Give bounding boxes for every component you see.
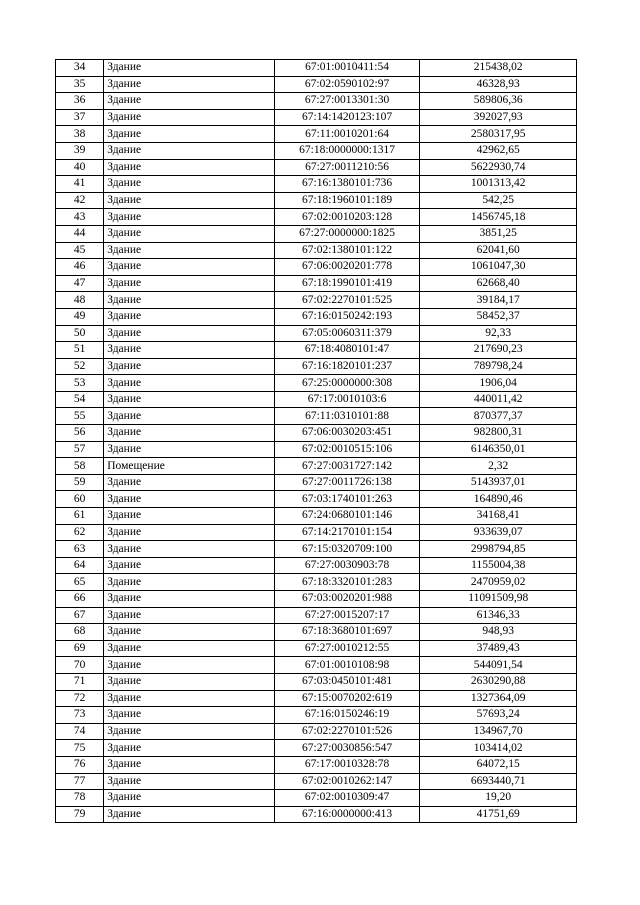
cadastral-value-cell: 789798,24 <box>420 358 577 375</box>
cadastral-number-cell: 67:18:3680101:697 <box>274 624 420 641</box>
row-number-cell: 77 <box>56 773 104 790</box>
cadastral-number-cell: 67:25:0000000:308 <box>274 375 420 392</box>
row-number-cell: 48 <box>56 292 104 309</box>
cadastral-value-cell: 3851,25 <box>420 225 577 242</box>
object-type-cell: Здание <box>104 591 274 608</box>
object-type-cell: Здание <box>104 142 274 159</box>
object-type-cell: Здание <box>104 673 274 690</box>
table-row <box>56 707 577 724</box>
cadastral-value-cell: 19,20 <box>420 790 577 807</box>
table-row <box>56 690 577 707</box>
row-number-cell: 40 <box>56 159 104 176</box>
row-number-cell: 45 <box>56 242 104 259</box>
cadastral-value-cell: 215438,02 <box>420 60 577 77</box>
row-number-cell: 58 <box>56 458 104 475</box>
cadastral-number-cell: 67:27:0031727:142 <box>274 458 420 475</box>
cadastral-value-cell: 64072,15 <box>420 756 577 773</box>
cadastral-number-cell: 67:14:1420123:107 <box>274 109 420 126</box>
cadastral-number-cell: 67:02:0010309:47 <box>274 790 420 807</box>
cadastral-number-cell: 67:27:0010212:55 <box>274 640 420 657</box>
row-number-cell: 60 <box>56 491 104 508</box>
cadastral-value-cell: 6693440,71 <box>420 773 577 790</box>
row-number-cell: 68 <box>56 624 104 641</box>
row-number-cell: 62 <box>56 524 104 541</box>
cadastral-number-cell: 67:18:1990101:419 <box>274 275 420 292</box>
cadastral-number-cell: 67:02:1380101:122 <box>274 242 420 259</box>
table-row <box>56 790 577 807</box>
cadastral-value-cell: 1327364,09 <box>420 690 577 707</box>
object-type-cell: Здание <box>104 441 274 458</box>
row-number-cell: 64 <box>56 557 104 574</box>
object-type-cell: Здание <box>104 425 274 442</box>
object-type-cell: Здание <box>104 242 274 259</box>
cadastral-value-cell: 39184,17 <box>420 292 577 309</box>
cadastral-number-cell: 67:02:0590102:97 <box>274 76 420 93</box>
property-table <box>55 59 577 823</box>
object-type-cell: Здание <box>104 657 274 674</box>
table-row <box>56 574 577 591</box>
cadastral-number-cell: 67:16:0000000:413 <box>274 806 420 823</box>
cadastral-number-cell: 67:02:0010262:147 <box>274 773 420 790</box>
cadastral-number-cell: 67:11:0010201:64 <box>274 126 420 143</box>
cadastral-value-cell: 34168,41 <box>420 508 577 525</box>
row-number-cell: 51 <box>56 342 104 359</box>
row-number-cell: 44 <box>56 225 104 242</box>
cadastral-number-cell: 67:24:0680101:146 <box>274 508 420 525</box>
cadastral-number-cell: 67:27:0030856:547 <box>274 740 420 757</box>
table-row <box>56 325 577 342</box>
cadastral-number-cell: 67:16:1820101:237 <box>274 358 420 375</box>
cadastral-number-cell: 67:03:1740101:263 <box>274 491 420 508</box>
cadastral-value-cell: 41751,69 <box>420 806 577 823</box>
cadastral-value-cell: 1456745,18 <box>420 209 577 226</box>
row-number-cell: 63 <box>56 541 104 558</box>
cadastral-value-cell: 42962,65 <box>420 142 577 159</box>
cadastral-value-cell: 392027,93 <box>420 109 577 126</box>
object-type-cell: Здание <box>104 93 274 110</box>
row-number-cell: 65 <box>56 574 104 591</box>
cadastral-number-cell: 67:06:0030203:451 <box>274 425 420 442</box>
cadastral-value-cell: 1155004,38 <box>420 557 577 574</box>
cadastral-value-cell: 2,32 <box>420 458 577 475</box>
row-number-cell: 35 <box>56 76 104 93</box>
object-type-cell: Помещение <box>104 458 274 475</box>
cadastral-value-cell: 217690,23 <box>420 342 577 359</box>
table-row <box>56 508 577 525</box>
object-type-cell: Здание <box>104 192 274 209</box>
cadastral-number-cell: 67:14:2170101:154 <box>274 524 420 541</box>
row-number-cell: 56 <box>56 425 104 442</box>
object-type-cell: Здание <box>104 109 274 126</box>
cadastral-value-cell: 92,33 <box>420 325 577 342</box>
cadastral-value-cell: 933639,07 <box>420 524 577 541</box>
cadastral-value-cell: 5622930,74 <box>420 159 577 176</box>
row-number-cell: 75 <box>56 740 104 757</box>
cadastral-value-cell: 2630290,88 <box>420 673 577 690</box>
object-type-cell: Здание <box>104 259 274 276</box>
table-row <box>56 458 577 475</box>
cadastral-value-cell: 542,25 <box>420 192 577 209</box>
table-row <box>56 591 577 608</box>
table-row <box>56 756 577 773</box>
cadastral-number-cell: 67:15:0320709:100 <box>274 541 420 558</box>
object-type-cell: Здание <box>104 624 274 641</box>
object-type-cell: Здание <box>104 325 274 342</box>
cadastral-value-cell: 11091509,98 <box>420 591 577 608</box>
object-type-cell: Здание <box>104 225 274 242</box>
cadastral-number-cell: 67:02:2270101:525 <box>274 292 420 309</box>
cadastral-value-cell: 6146350,01 <box>420 441 577 458</box>
cadastral-number-cell: 67:17:0010328:78 <box>274 756 420 773</box>
object-type-cell: Здание <box>104 541 274 558</box>
table-row <box>56 441 577 458</box>
row-number-cell: 52 <box>56 358 104 375</box>
cadastral-number-cell: 67:16:0150246:19 <box>274 707 420 724</box>
cadastral-number-cell: 67:27:0011210:56 <box>274 159 420 176</box>
cadastral-value-cell: 164890,46 <box>420 491 577 508</box>
cadastral-value-cell: 948,93 <box>420 624 577 641</box>
row-number-cell: 73 <box>56 707 104 724</box>
object-type-cell: Здание <box>104 690 274 707</box>
cadastral-value-cell: 544091,54 <box>420 657 577 674</box>
cadastral-number-cell: 67:02:0010515:106 <box>274 441 420 458</box>
object-type-cell: Здание <box>104 209 274 226</box>
row-number-cell: 38 <box>56 126 104 143</box>
row-number-cell: 54 <box>56 391 104 408</box>
cadastral-value-cell: 1001313,42 <box>420 176 577 193</box>
object-type-cell: Здание <box>104 640 274 657</box>
cadastral-number-cell: 67:06:0020201:778 <box>274 259 420 276</box>
table-row <box>56 474 577 491</box>
table-row <box>56 673 577 690</box>
object-type-cell: Здание <box>104 707 274 724</box>
cadastral-value-cell: 1906,04 <box>420 375 577 392</box>
row-number-cell: 78 <box>56 790 104 807</box>
object-type-cell: Здание <box>104 723 274 740</box>
cadastral-number-cell: 67:03:0020201:988 <box>274 591 420 608</box>
object-type-cell: Здание <box>104 159 274 176</box>
table-row <box>56 225 577 242</box>
row-number-cell: 41 <box>56 176 104 193</box>
row-number-cell: 70 <box>56 657 104 674</box>
table-body <box>56 60 577 823</box>
cadastral-number-cell: 67:16:1380101:736 <box>274 176 420 193</box>
row-number-cell: 47 <box>56 275 104 292</box>
cadastral-number-cell: 67:05:0060311:379 <box>274 325 420 342</box>
table-row <box>56 806 577 823</box>
table-row <box>56 391 577 408</box>
table-row <box>56 242 577 259</box>
table-row <box>56 358 577 375</box>
cadastral-value-cell: 46328,93 <box>420 76 577 93</box>
table-row <box>56 159 577 176</box>
cadastral-value-cell: 1061047,30 <box>420 259 577 276</box>
table-row <box>56 657 577 674</box>
table-row <box>56 142 577 159</box>
row-number-cell: 57 <box>56 441 104 458</box>
cadastral-value-cell: 870377,37 <box>420 408 577 425</box>
cadastral-value-cell: 61346,33 <box>420 607 577 624</box>
table-row <box>56 425 577 442</box>
table-row <box>56 93 577 110</box>
row-number-cell: 43 <box>56 209 104 226</box>
row-number-cell: 66 <box>56 591 104 608</box>
object-type-cell: Здание <box>104 773 274 790</box>
cadastral-value-cell: 62668,40 <box>420 275 577 292</box>
cadastral-number-cell: 67:02:2270101:526 <box>274 723 420 740</box>
cadastral-number-cell: 67:11:0310101:88 <box>274 408 420 425</box>
cadastral-value-cell: 440011,42 <box>420 391 577 408</box>
table-row <box>56 624 577 641</box>
table-row <box>56 292 577 309</box>
table-row <box>56 491 577 508</box>
row-number-cell: 59 <box>56 474 104 491</box>
object-type-cell: Здание <box>104 308 274 325</box>
row-number-cell: 71 <box>56 673 104 690</box>
row-number-cell: 61 <box>56 508 104 525</box>
table-row <box>56 524 577 541</box>
row-number-cell: 36 <box>56 93 104 110</box>
cadastral-value-cell: 589806,36 <box>420 93 577 110</box>
table-row <box>56 192 577 209</box>
object-type-cell: Здание <box>104 275 274 292</box>
table-row <box>56 607 577 624</box>
object-type-cell: Здание <box>104 607 274 624</box>
cadastral-number-cell: 67:18:4080101:47 <box>274 342 420 359</box>
object-type-cell: Здание <box>104 508 274 525</box>
cadastral-value-cell: 982800,31 <box>420 425 577 442</box>
cadastral-number-cell: 67:27:0000000:1825 <box>274 225 420 242</box>
object-type-cell: Здание <box>104 60 274 77</box>
table-row <box>56 723 577 740</box>
cadastral-value-cell: 2580317,95 <box>420 126 577 143</box>
table-row <box>56 375 577 392</box>
cadastral-number-cell: 67:18:3320101:283 <box>274 574 420 591</box>
cadastral-value-cell: 134967,70 <box>420 723 577 740</box>
cadastral-value-cell: 37489,43 <box>420 640 577 657</box>
cadastral-value-cell: 2470959,02 <box>420 574 577 591</box>
object-type-cell: Здание <box>104 126 274 143</box>
object-type-cell: Здание <box>104 391 274 408</box>
table-row <box>56 557 577 574</box>
row-number-cell: 72 <box>56 690 104 707</box>
cadastral-number-cell: 67:15:0070202:619 <box>274 690 420 707</box>
cadastral-value-cell: 5143937,01 <box>420 474 577 491</box>
object-type-cell: Здание <box>104 358 274 375</box>
object-type-cell: Здание <box>104 375 274 392</box>
cadastral-number-cell: 67:16:0150242:193 <box>274 308 420 325</box>
cadastral-number-cell: 67:18:0000000:1317 <box>274 142 420 159</box>
table-row <box>56 342 577 359</box>
row-number-cell: 53 <box>56 375 104 392</box>
cadastral-number-cell: 67:18:1960101:189 <box>274 192 420 209</box>
table-row <box>56 259 577 276</box>
cadastral-number-cell: 67:01:0010108:98 <box>274 657 420 674</box>
cadastral-number-cell: 67:27:0013301:30 <box>274 93 420 110</box>
table-row <box>56 773 577 790</box>
table-row <box>56 126 577 143</box>
object-type-cell: Здание <box>104 292 274 309</box>
object-type-cell: Здание <box>104 574 274 591</box>
row-number-cell: 69 <box>56 640 104 657</box>
cadastral-number-cell: 67:17:0010103:6 <box>274 391 420 408</box>
row-number-cell: 39 <box>56 142 104 159</box>
cadastral-number-cell: 67:27:0030903:78 <box>274 557 420 574</box>
cadastral-value-cell: 62041,60 <box>420 242 577 259</box>
cadastral-value-cell: 57693,24 <box>420 707 577 724</box>
table-row <box>56 275 577 292</box>
row-number-cell: 55 <box>56 408 104 425</box>
object-type-cell: Здание <box>104 790 274 807</box>
table-row <box>56 76 577 93</box>
row-number-cell: 46 <box>56 259 104 276</box>
table-row <box>56 176 577 193</box>
table-row <box>56 740 577 757</box>
object-type-cell: Здание <box>104 408 274 425</box>
table-row <box>56 541 577 558</box>
object-type-cell: Здание <box>104 342 274 359</box>
object-type-cell: Здание <box>104 76 274 93</box>
cadastral-number-cell: 67:02:0010203:128 <box>274 209 420 226</box>
object-type-cell: Здание <box>104 756 274 773</box>
table-row <box>56 408 577 425</box>
object-type-cell: Здание <box>104 557 274 574</box>
cadastral-value-cell: 103414,02 <box>420 740 577 757</box>
table-row <box>56 308 577 325</box>
object-type-cell: Здание <box>104 474 274 491</box>
row-number-cell: 50 <box>56 325 104 342</box>
row-number-cell: 67 <box>56 607 104 624</box>
object-type-cell: Здание <box>104 740 274 757</box>
row-number-cell: 76 <box>56 756 104 773</box>
object-type-cell: Здание <box>104 176 274 193</box>
row-number-cell: 42 <box>56 192 104 209</box>
cadastral-value-cell: 2998794,85 <box>420 541 577 558</box>
row-number-cell: 37 <box>56 109 104 126</box>
cadastral-number-cell: 67:01:0010411:54 <box>274 60 420 77</box>
row-number-cell: 74 <box>56 723 104 740</box>
object-type-cell: Здание <box>104 524 274 541</box>
cadastral-value-cell: 58452,37 <box>420 308 577 325</box>
table-row <box>56 640 577 657</box>
cadastral-number-cell: 67:27:0011726:138 <box>274 474 420 491</box>
row-number-cell: 34 <box>56 60 104 77</box>
table-row <box>56 109 577 126</box>
object-type-cell: Здание <box>104 806 274 823</box>
table-row <box>56 209 577 226</box>
row-number-cell: 49 <box>56 308 104 325</box>
cadastral-number-cell: 67:03:0450101:481 <box>274 673 420 690</box>
row-number-cell: 79 <box>56 806 104 823</box>
table-row <box>56 60 577 77</box>
object-type-cell: Здание <box>104 491 274 508</box>
cadastral-number-cell: 67:27:0015207:17 <box>274 607 420 624</box>
